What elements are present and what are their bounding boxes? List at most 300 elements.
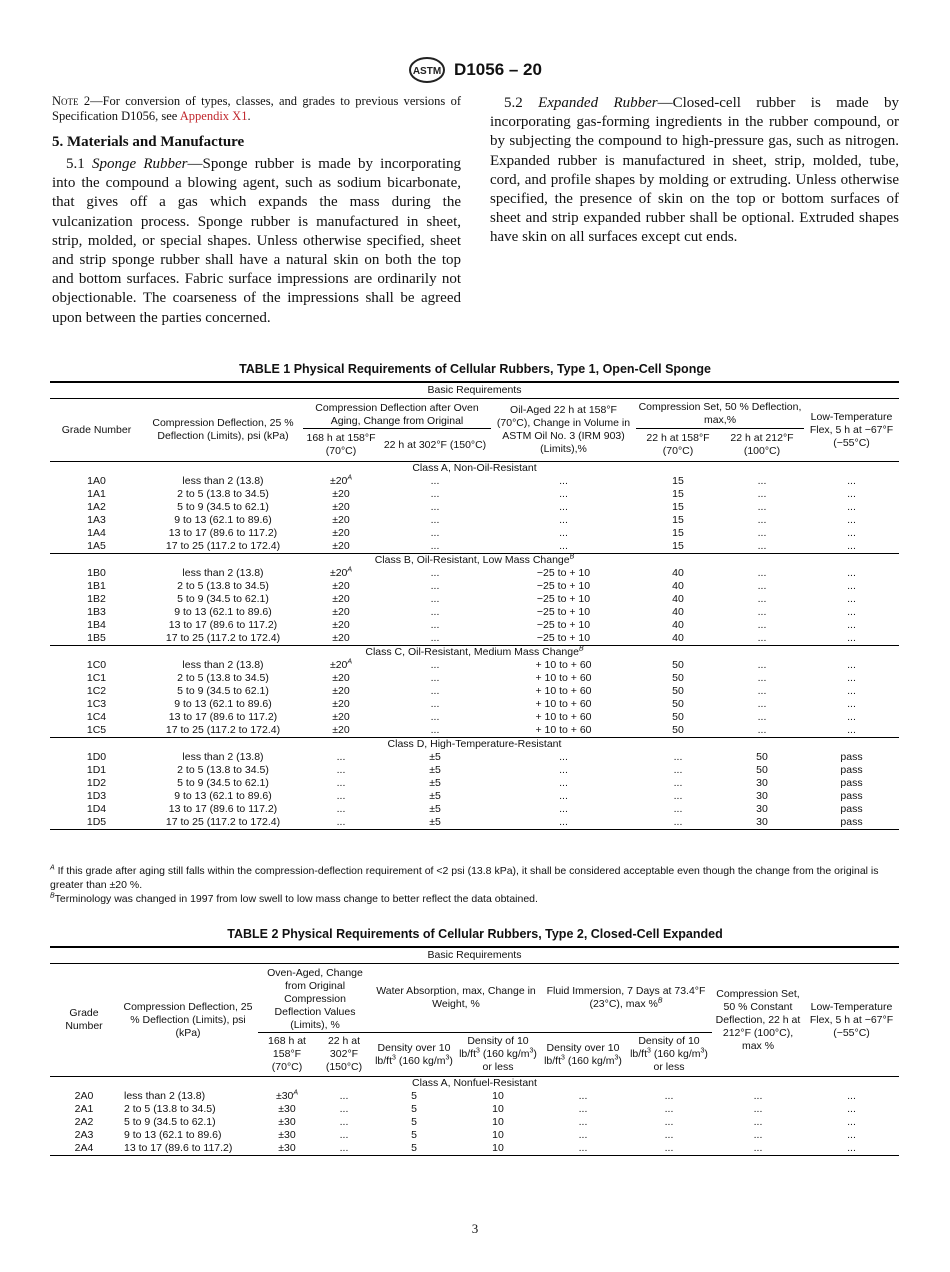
t1-cell: 9 to 13 (62.1 to 89.6) xyxy=(174,790,272,802)
t2-header-water-b: Density of 10 $lb/ft^3$ (160 $kg/m^3$) or less xyxy=(456,1033,540,1077)
t1-cell: ... xyxy=(847,593,856,605)
table-row xyxy=(50,475,899,488)
table-row xyxy=(50,816,899,830)
t1-cell: ±20 xyxy=(332,580,350,592)
t1-cell: $\pm 20^A$ xyxy=(329,658,353,671)
t2-fluid-b-part2: (160 kg/m xyxy=(650,1048,701,1060)
t2-cell: 5 to 9 (34.5 to 62.1) xyxy=(124,1116,216,1128)
t1-cell: ... xyxy=(430,527,440,539)
t2-cell: 13 to 17 (89.6 to 117.2) xyxy=(118,1142,258,1156)
p51-number: 5.1 xyxy=(66,156,85,172)
t2-cell: ... xyxy=(339,1129,349,1141)
note-text-after: . xyxy=(247,109,251,123)
t1-cell: ... xyxy=(559,777,568,789)
t1-cell: 1C5 xyxy=(86,724,107,736)
table-row xyxy=(50,1090,899,1103)
t1-cell: 40 xyxy=(672,580,684,592)
t1-cell: 5 to 9 (34.5 to 62.1) xyxy=(177,593,269,605)
t1-cell: ... xyxy=(430,632,440,644)
t2-header-oven-b: 22 h at 302°F (150°C) xyxy=(316,1033,372,1077)
t1-cell: 1A4 xyxy=(87,527,106,539)
t1-cell: 17 to 25 (117.2 to 172.4) xyxy=(165,632,281,644)
t2-cell: 10 xyxy=(492,1103,504,1115)
t1-cell: ... xyxy=(336,751,346,763)
t1-cell: 9 to 13 (62.1 to 89.6) xyxy=(174,698,272,710)
t1-cell: ±5 xyxy=(429,803,441,815)
footnote-b-text: Terminology was changed in 1997 from low swell to low mass change to better reflect the data obtained. xyxy=(54,893,538,905)
t1-cell: ... xyxy=(757,501,767,513)
t1-cell: ... xyxy=(757,567,767,579)
t2-cell: 2A3 xyxy=(74,1129,94,1141)
t1-cell: ... xyxy=(757,580,767,592)
table-row xyxy=(50,685,899,698)
t2-fluid-a-part1: Density over 10 lb/ft xyxy=(544,1041,620,1067)
t1-cell: 1A0 xyxy=(87,475,106,487)
t1-cell: 13 to 17 (89.6 to 117.2) xyxy=(168,711,278,723)
t1-cell: ... xyxy=(847,685,856,697)
t1-cell: ... xyxy=(430,711,440,723)
t1-cell: ... xyxy=(757,593,767,605)
t1-cell: 40 xyxy=(672,593,684,605)
t1-basic-requirements: Basic Requirements xyxy=(50,382,899,399)
t1-cell: 15 xyxy=(672,514,684,526)
table-row xyxy=(50,764,899,777)
left-column xyxy=(52,94,461,328)
t2-fluid-b-part1: Density of 10 lb/ft xyxy=(630,1035,700,1060)
t2-cell: 10 xyxy=(492,1090,504,1102)
t1-cell: 1A2 xyxy=(87,501,106,513)
paragraph-5-1 xyxy=(52,155,461,328)
t1-cell: ... xyxy=(757,724,767,736)
t2-fluid-text: Fluid Immersion, 7 Days at 73.4°F (23°C), max % xyxy=(546,985,706,1010)
t1-cell: ... xyxy=(430,698,440,710)
t2-cell: ... xyxy=(578,1090,588,1102)
t1-cell: ... xyxy=(673,803,683,815)
t2-header-low-temp: Low-Temperature Flex, 5 h at −67°F (−55°C) xyxy=(804,964,899,1077)
t1-cell: + 10 to + 60 xyxy=(535,724,592,736)
t1-cell: 50 xyxy=(672,711,684,723)
t1-cell: ... xyxy=(847,632,856,644)
t2-cell: ... xyxy=(339,1090,349,1102)
table-row xyxy=(50,1142,899,1156)
t2-fluid-a-part2: (160 kg/m xyxy=(564,1054,615,1067)
t2-cell: ... xyxy=(339,1103,349,1115)
t1-cell: ... xyxy=(847,527,856,539)
t1-cell: 1C0 xyxy=(86,659,107,671)
t1-cell: ... xyxy=(847,672,856,684)
t1-cell: ... xyxy=(757,514,767,526)
t1-cell: 30 xyxy=(756,777,768,789)
t1-cell: 2 to 5 (13.8 to 34.5) xyxy=(177,672,269,684)
t1-cell: 50 xyxy=(756,751,768,763)
footnote-b-marker: B xyxy=(50,892,55,900)
t2-header-oven-a: 168 h at 158°F (70°C) xyxy=(258,1033,316,1077)
t2-cell: ... xyxy=(339,1116,349,1128)
t2-cell: 10 xyxy=(492,1116,504,1128)
t1-cell: ... xyxy=(757,698,767,710)
t1-cell: less than 2 (13.8) xyxy=(182,751,264,763)
t1-cell: ... xyxy=(303,816,379,830)
t1-cell: ±20 xyxy=(332,593,350,605)
t1-cell: 13 to 17 (89.6 to 117.2) xyxy=(168,803,278,815)
t2-cell: 5 xyxy=(411,1090,417,1102)
t1-header-set: Compression Set, 50 % Deflection, max,% xyxy=(636,399,804,429)
t1-cell: 17 to 25 (117.2 to 172.4) xyxy=(165,540,281,552)
footnote-a-marker: A xyxy=(50,864,55,872)
table-row xyxy=(50,1116,899,1129)
t1-cell: ... xyxy=(559,803,568,815)
t1-cell: ... xyxy=(757,540,767,552)
table-row xyxy=(50,711,899,724)
t1-class-header: Class C, Oil-Resistant, Medium Mass Change$^B$ xyxy=(50,646,899,660)
t1-cell: −25 to + 10 xyxy=(536,606,591,618)
t1-cell: pass xyxy=(840,777,863,789)
t1-cell: + 10 to + 60 xyxy=(535,672,592,684)
t2-cell: ±30 xyxy=(258,1142,316,1156)
t1-cell: ... xyxy=(559,751,568,763)
table-row xyxy=(50,527,899,540)
t2-cell: less than 2 (13.8) xyxy=(124,1090,206,1102)
t1-cell: 1C2 xyxy=(86,685,107,697)
t2-cell: 9 to 13 (62.1 to 89.6) xyxy=(124,1129,222,1141)
t1-cell: ... xyxy=(757,659,767,671)
t1-cell: 13 to 17 (89.6 to 117.2) xyxy=(168,619,278,631)
t2-cell: ... xyxy=(626,1142,712,1156)
t1-cell: ... xyxy=(847,540,856,552)
t1-cell: ... xyxy=(430,672,440,684)
t1-cell: 50 xyxy=(672,685,684,697)
t1-cell: ... xyxy=(491,816,636,830)
t2-header-water: Water Absorption, max, Change in Weight, % xyxy=(372,964,540,1033)
t1-cell: ±5 xyxy=(429,790,441,802)
t2-water-b-part3: ) or less xyxy=(482,1048,537,1073)
table-row xyxy=(50,567,899,580)
t1-cell: −25 to + 10 xyxy=(536,593,591,605)
t1-cell: ... xyxy=(847,475,856,487)
t1-cell: 1A5 xyxy=(87,540,106,552)
t1-cell: ... xyxy=(336,764,346,776)
t1-cell: ... xyxy=(559,488,568,500)
t2-water-a-part2: (160 kg/m xyxy=(395,1054,446,1067)
t1-cell: 15 xyxy=(672,475,684,487)
t1-header-low-temp: Low-Temperature Flex, 5 h at −67°F (−55°C) xyxy=(804,399,899,462)
t1-class-header: Class B, Oil-Resistant, Low Mass Change$^B$ xyxy=(50,554,899,568)
t2-cell: ... xyxy=(753,1090,763,1102)
t1-cell: 9 to 13 (62.1 to 89.6) xyxy=(174,514,272,526)
t1-cell: ... xyxy=(430,567,440,579)
t1-cell: ... xyxy=(757,527,767,539)
t1-cell: ... xyxy=(430,501,440,513)
table-2-caption: TABLE 2 Physical Requirements of Cellular Rubbers, Type 2, Closed-Cell Expanded xyxy=(227,927,723,941)
t1-header-oven-a: 168 h at 158°F (70°C) xyxy=(303,429,379,462)
table-1-footnote-b xyxy=(50,892,900,906)
t1-cell: pass xyxy=(840,803,863,815)
t1-cell: $\pm 20^A$ xyxy=(329,566,353,579)
t1-cell: 15 xyxy=(672,540,684,552)
t1-cell: 5 to 9 (34.5 to 62.1) xyxy=(177,501,269,513)
t2-cell: ... xyxy=(664,1116,674,1128)
t1-cell: ... xyxy=(847,606,856,618)
t1-cell: ... xyxy=(336,790,346,802)
table-row xyxy=(50,659,899,672)
t2-water-a-part1: Density over 10 lb/ft xyxy=(375,1041,451,1067)
t1-cell: ±20 xyxy=(332,527,350,539)
t1-cell: ... xyxy=(559,475,568,487)
t1-cell: ... xyxy=(430,488,440,500)
t1-cell: ±20 xyxy=(332,514,350,526)
table-row xyxy=(50,698,899,711)
t2-cell: ... xyxy=(712,1142,804,1156)
t2-header-set: Compression Set, 50 % Constant Deflection, 22 h at 212°F (100°C), max % xyxy=(712,964,804,1077)
t2-cell: 10 xyxy=(456,1142,540,1156)
t1-cell: ... xyxy=(430,593,440,605)
t2-cell: ... xyxy=(540,1142,626,1156)
document-designation: D1056 – 20 xyxy=(454,60,542,79)
t1-cell: 1B1 xyxy=(87,580,106,592)
t1-cell: 17 to 25 (117.2 to 172.4) xyxy=(165,724,281,736)
table-row xyxy=(50,619,899,632)
t1-cell: 17 to 25 (117.2 to 172.4) xyxy=(143,816,303,830)
t1-header-grade: Grade Number xyxy=(50,399,143,462)
t1-cell: 15 xyxy=(672,527,684,539)
t1-cell: ±20 xyxy=(332,540,350,552)
t1-header-compression: Compression Deflection, 25 % Deflection (Limits), psi (kPa) xyxy=(143,399,303,462)
t2-header-oven: Oven-Aged, Change from Original Compression Deflection Values (Limits), % xyxy=(258,964,372,1033)
t1-cell: ... xyxy=(847,580,856,592)
t2-cell: ... xyxy=(804,1142,899,1156)
t1-cell: ... xyxy=(673,790,683,802)
note-text-before: —For conversion of types, classes, and grades to previous versions of Specification D1056, see xyxy=(52,94,461,123)
t1-cell: 2 to 5 (13.8 to 34.5) xyxy=(177,488,269,500)
t2-header-fluid-a: Density over 10 $lb/ft^3$ (160 $kg/m^3$) xyxy=(540,1033,626,1077)
t1-cell: less than 2 (13.8) xyxy=(182,475,264,487)
t1-cell: ... xyxy=(430,619,440,631)
table-row xyxy=(50,632,899,646)
t1-cell: 50 xyxy=(756,764,768,776)
section-5-title: 5. Materials and Manufacture xyxy=(52,134,245,150)
t2-cell: ... xyxy=(847,1116,856,1128)
t2-water-b-part2: (160 kg/m xyxy=(479,1048,530,1060)
t1-cell: ... xyxy=(847,724,856,736)
t1-cell: + 10 to + 60 xyxy=(535,659,592,671)
t1-cell: $\pm 20^A$ xyxy=(329,474,353,487)
t1-cell: 5 to 9 (34.5 to 62.1) xyxy=(177,685,269,697)
t1-cell: ... xyxy=(757,606,767,618)
t2-cell: ... xyxy=(664,1103,674,1115)
t1-cell: ... xyxy=(559,790,568,802)
t1-class-header: Class A, Non-Oil-Resistant xyxy=(412,462,537,474)
t2-cell: 2A2 xyxy=(74,1116,94,1128)
table-row xyxy=(50,790,899,803)
t1-cell: 13 to 17 (89.6 to 117.2) xyxy=(168,527,278,539)
t1-cell: −25 to + 10 xyxy=(536,580,591,592)
t2-cell: ... xyxy=(847,1090,856,1102)
t1-cell: ±20 xyxy=(332,488,350,500)
t1-cell: ... xyxy=(430,540,440,552)
appendix-x1-link[interactable]: Appendix X1 xyxy=(179,109,248,123)
page-number: 3 xyxy=(471,1221,479,1236)
footnote-a-text: If this grade after aging still falls within the compression-deflection requirement of <2 psi (13.8 kPa), it shall be considered acceptable even though the change from the original is greater than ±20 %. xyxy=(50,865,879,891)
t1-cell: 1D2 xyxy=(86,777,107,789)
paragraph-5-2 xyxy=(490,94,899,248)
t1-cell: ... xyxy=(847,711,856,723)
t1-cell: ... xyxy=(847,488,856,500)
t1-cell: 1D1 xyxy=(86,764,107,776)
t1-cell: ±5 xyxy=(379,816,491,830)
t1-cell: ... xyxy=(559,527,568,539)
t2-cell: ... xyxy=(578,1129,588,1141)
p51-text: —Sponge rubber is made by incorporating into the compound a blowing agent, such as sodium bicarbonate, that gives off a gas which expands the mass during the vulcanization process. Sponge rubber is manufactured in sheet, strip, molded, or special shapes. Unless otherwise specified, sheet and strip sponge rubber shall have a natural skin on both the top and bottom surfaces. Fabric surface impressions are ordinarily not objectionable. The coarseness of the impressions shall be agreed upon between the parties concerned. xyxy=(52,156,461,326)
t1-cell: ... xyxy=(430,475,440,487)
t1-cell: 40 xyxy=(672,567,684,579)
t2-cell: $\pm 30^A$ xyxy=(275,1089,299,1102)
t1-cell: ... xyxy=(559,540,568,552)
t1-cell: ±20 xyxy=(332,711,350,723)
p51-term: Sponge Rubber xyxy=(91,156,188,172)
t1-cell: ... xyxy=(847,567,856,579)
t1-cell: ±5 xyxy=(429,751,441,763)
p52-text: —Closed-cell rubber is made by incorporating gas-forming ingredients in the rubber compound, or by subjecting the compound to high-pressure gas, such as nitrogen. Expanded rubber is manufactured in sheet, strip, molded, tube, cord, and profile shapes by molding or extruding. Unless otherwise specified, the presence of skin on the top or bottom surfaces of sheet and strip expanded rubber shall be optional. Extruded shapes have skin on all surfaces except cut ends. xyxy=(490,95,899,246)
t1-cell: ±20 xyxy=(332,698,350,710)
t2-cell: 2A0 xyxy=(74,1090,94,1102)
t2-class-header: Class A, Nonfuel-Resistant xyxy=(412,1077,537,1089)
t2-cell: ... xyxy=(578,1103,588,1115)
t1-cell: ... xyxy=(559,501,568,513)
t1-cell: 30 xyxy=(756,790,768,802)
t1-cell: ±5 xyxy=(429,777,441,789)
t1-cell: ... xyxy=(757,475,767,487)
table-row xyxy=(50,672,899,685)
t1-cell: ... xyxy=(757,672,767,684)
t1-cell: 50 xyxy=(672,659,684,671)
t2-cell: 5 xyxy=(411,1116,417,1128)
t1-header-oven: Compression Deflection after Oven Aging, Change from Original xyxy=(303,399,491,429)
table-row xyxy=(50,1103,899,1116)
t1-cell: 1B0 xyxy=(87,567,106,579)
t1-cell: ... xyxy=(336,803,346,815)
t2-cell: ±30 xyxy=(278,1129,296,1141)
t1-cell: 1C1 xyxy=(86,672,107,684)
t2-cell: 5 xyxy=(411,1129,417,1141)
t1-cell: 1D5 xyxy=(50,816,143,830)
t1-cell: ... xyxy=(430,606,440,618)
t2-cell: ±30 xyxy=(278,1103,296,1115)
t2-cell: ... xyxy=(847,1103,856,1115)
t1-cell: 50 xyxy=(672,724,684,736)
t1-cell: 15 xyxy=(672,501,684,513)
t1-cell: −25 to + 10 xyxy=(536,567,591,579)
t1-cell: ±20 xyxy=(332,606,350,618)
t1-cell: 30 xyxy=(756,803,768,815)
note-2 xyxy=(52,94,461,124)
t2-cell: 2 to 5 (13.8 to 34.5) xyxy=(124,1103,216,1115)
table-2 xyxy=(50,946,899,1156)
t1-cell: ... xyxy=(559,514,568,526)
table-row xyxy=(50,1129,899,1142)
t1-cell: ±20 xyxy=(332,632,350,644)
t1-body xyxy=(50,462,899,830)
t1-cell: 1D3 xyxy=(86,790,107,802)
table-row xyxy=(50,606,899,619)
t1-cell: ... xyxy=(430,685,440,697)
t1-cell: ... xyxy=(757,711,767,723)
t1-cell: ±20 xyxy=(332,685,350,697)
t1-cell: 1B5 xyxy=(87,632,106,644)
t1-cell: ... xyxy=(847,514,856,526)
t1-cell: + 10 to + 60 xyxy=(535,698,592,710)
t1-cell: pass xyxy=(840,764,863,776)
table-row xyxy=(50,514,899,527)
table-1-caption: TABLE 1 Physical Requirements of Cellular Rubbers, Type 1, Open-Cell Sponge xyxy=(239,362,711,376)
t2-cell: 2A4 xyxy=(50,1142,118,1156)
t2-header-grade: Grade Number xyxy=(50,964,118,1077)
t2-body xyxy=(50,1077,899,1156)
t2-cell: ... xyxy=(664,1090,674,1102)
t1-cell: ... xyxy=(636,816,720,830)
table-row xyxy=(50,501,899,514)
t1-cell: 40 xyxy=(672,619,684,631)
t2-cell: ... xyxy=(753,1116,763,1128)
t1-cell: ... xyxy=(430,659,440,671)
t1-header-oil: Oil-Aged 22 h at 158°F (70°C), Change in Volume in ASTM Oil No. 3 (IRM 903) (Limits),% xyxy=(491,399,636,462)
t1-cell: ... xyxy=(757,619,767,631)
table-row xyxy=(50,777,899,790)
t1-cell: ... xyxy=(673,751,683,763)
t1-header-set-b: 22 h at 212°F (100°C) xyxy=(720,429,804,462)
t1-cell: ±20 xyxy=(332,672,350,684)
table-row xyxy=(50,803,899,816)
t1-cell: pass xyxy=(804,816,899,830)
t2-header-compression: Compression Deflection, 25 % Deflection (Limits), psi (kPa) xyxy=(118,964,258,1077)
table-row xyxy=(50,580,899,593)
table-row xyxy=(50,488,899,501)
t1-cell: ±20 xyxy=(332,619,350,631)
t2-cell: ... xyxy=(578,1116,588,1128)
t1-cell: ... xyxy=(757,685,767,697)
page-header xyxy=(0,56,950,84)
t1-cell: pass xyxy=(840,790,863,802)
t1-cell: + 10 to + 60 xyxy=(535,685,592,697)
t1-cell: ... xyxy=(847,698,856,710)
t2-cell: ... xyxy=(664,1129,674,1141)
right-column xyxy=(490,94,899,248)
t2-cell: ... xyxy=(753,1129,763,1141)
p52-term: Expanded Rubber xyxy=(538,95,658,111)
t1-cell: 5 to 9 (34.5 to 62.1) xyxy=(177,777,269,789)
t1-cell: 2 to 5 (13.8 to 34.5) xyxy=(177,764,269,776)
t1-cell: 1A1 xyxy=(87,488,106,500)
t1-cell: ... xyxy=(847,619,856,631)
t2-cell: ... xyxy=(316,1142,372,1156)
t1-cell: 1B3 xyxy=(87,606,106,618)
table-row xyxy=(50,724,899,738)
t1-cell: ±20 xyxy=(332,724,350,736)
t1-cell: ... xyxy=(847,659,856,671)
t2-cell: ±30 xyxy=(278,1116,296,1128)
t1-cell: 50 xyxy=(672,698,684,710)
t2-water-b-part1: Density of 10 lb/ft xyxy=(459,1035,529,1060)
t1-cell: ... xyxy=(673,777,683,789)
t1-cell: 50 xyxy=(672,672,684,684)
t1-cell: −25 to + 10 xyxy=(536,632,591,644)
t1-header-set-a: 22 h at 158°F (70°C) xyxy=(636,429,720,462)
t2-cell: 2A1 xyxy=(74,1103,94,1115)
t2-cell: 10 xyxy=(492,1129,504,1141)
t2-header-water-a: Density over 10 $lb/ft^3$ (160 $kg/m^3$) xyxy=(372,1033,456,1077)
table-row xyxy=(50,593,899,606)
t1-cell: 30 xyxy=(720,816,804,830)
t1-cell: less than 2 (13.8) xyxy=(182,567,264,579)
